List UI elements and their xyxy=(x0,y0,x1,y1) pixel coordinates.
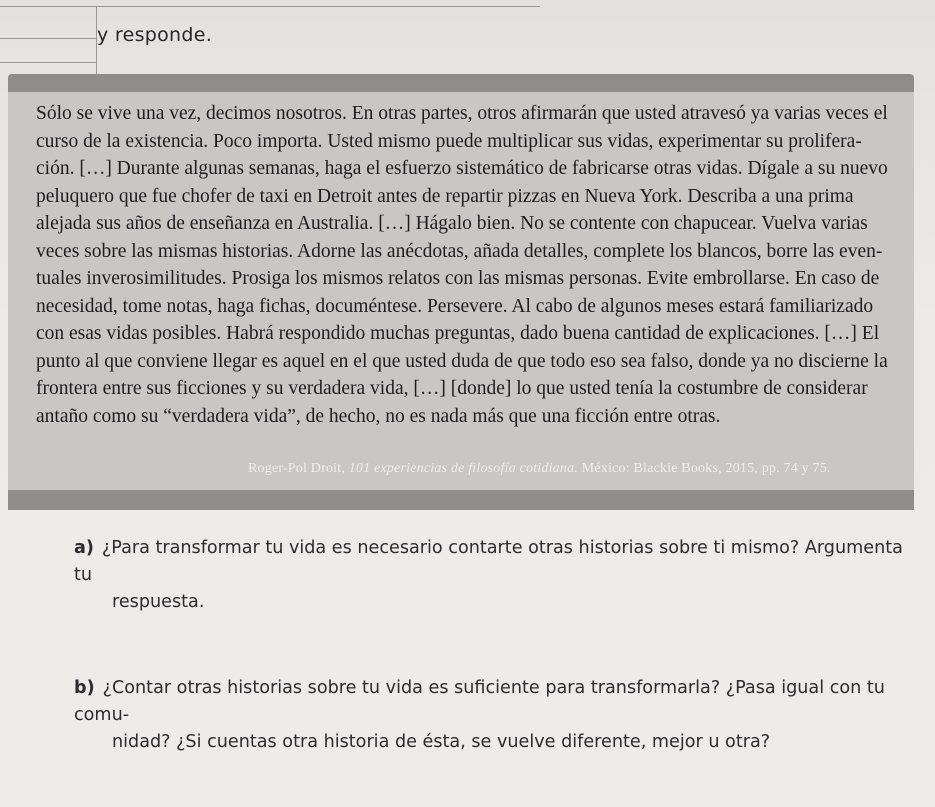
citation-details: México: Blackie Books, 2015, pp. 74 y 75. xyxy=(581,461,831,476)
form-line xyxy=(0,62,96,63)
question-text: ¿Para transformar tu vida es necesario contarte otras historias sobre ti mismo? Argumenta tu xyxy=(74,538,903,585)
excerpt-bottom-band xyxy=(8,490,914,510)
excerpt-line: tuales inverosimilitudes. Prosiga los mismos relatos con las mismas personas. Evite embrollarse. En caso de xyxy=(36,268,880,289)
question-letter: b) xyxy=(74,678,95,698)
question-a xyxy=(74,535,919,616)
question-text-continued: nidad? ¿Si cuentas otra historia de ésta, se vuelve diferente, mejor u otra? xyxy=(112,732,771,752)
excerpt-line: con esas vidas posibles. Habrá respondido muchas preguntas, dado buena cantidad de explicaciones. […] El xyxy=(36,323,880,344)
excerpt-line: Sólo se vive una vez, decimos nosotros. En otras partes, otros afirmarán que usted atravesó ya varias veces el xyxy=(36,103,888,124)
excerpt-line: antaño como su “verdadera vida”, de hecho, no es nada más que una ficción entre otras. xyxy=(36,405,721,427)
excerpt-line: veces sobre las mismas historias. Adorne las anécdotas, añada detalles, complete los blancos, borre las even- xyxy=(36,240,883,262)
question-letter: a) xyxy=(74,538,94,558)
excerpt-line: peluquero que fue chofer de taxi en Detroit antes de repartir pizzas en Nueva York. Describa a una prima xyxy=(36,185,854,207)
excerpt-line: alejada sus años de enseñanza en Australia. […] Hágalo bien. No se contente con chapucear. Vuelva varias xyxy=(36,213,868,234)
form-line xyxy=(0,38,96,39)
excerpt-line: ción. […] Durante algunas semanas, haga el esfuerzo sistemático de fabricarse otras vidas. Dígale a su nuevo xyxy=(36,158,888,179)
citation-author: Roger-Pol Droit, xyxy=(248,461,346,476)
excerpt-line: necesidad, tome notas, haga fichas, documéntese. Persevere. Al cabo de algunos meses estará familiarizado xyxy=(36,295,874,317)
excerpt-line: frontera entre sus ficciones y su verdadera vida, […] [donde] lo que usted tenía la costumbre de considerar xyxy=(36,378,868,399)
excerpt-text xyxy=(36,100,888,430)
question-b xyxy=(74,675,919,756)
question-text-continued: respuesta. xyxy=(112,592,205,612)
excerpt-line: punto al que conviene llegar es aquel en el que usted duda de que todo eso sea falso, donde ya no discierne la xyxy=(36,350,888,372)
instruction-text: y responde. xyxy=(97,24,213,46)
question-text: ¿Contar otras historias sobre tu vida es suficiente para transformarla? ¿Pasa igual con tu comu- xyxy=(74,678,885,725)
citation-title: 101 experiencias de filosofía cotidiana. xyxy=(348,461,578,476)
excerpt-line: curso de la existencia. Poco importa. Usted mismo puede multiplicar sus vidas, experimentar su prolifera- xyxy=(36,130,862,152)
form-line xyxy=(0,6,540,7)
citation xyxy=(248,461,888,477)
